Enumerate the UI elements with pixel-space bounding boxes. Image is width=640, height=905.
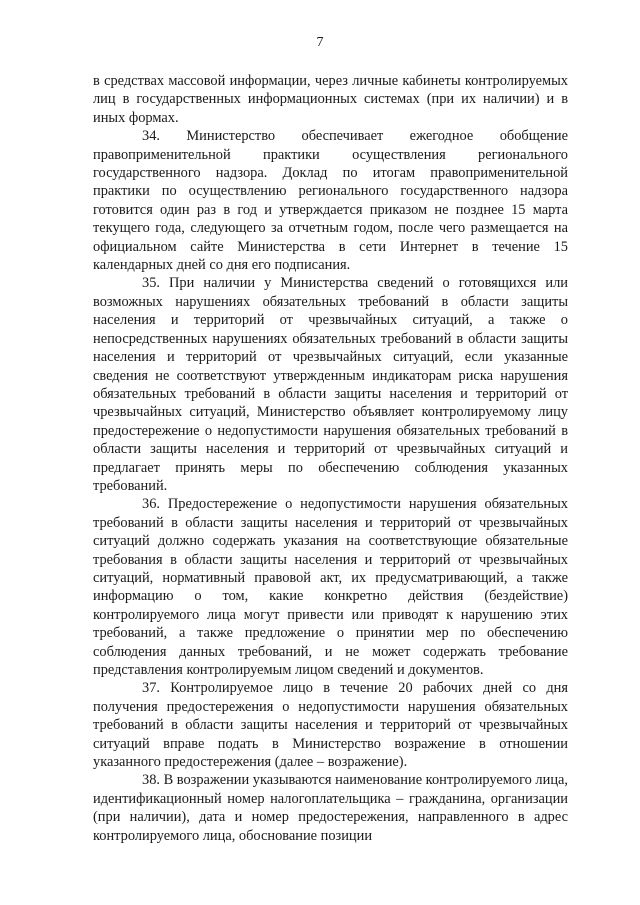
paragraph-continuation: в средствах массовой информации, через личные кабинеты контролируемых лиц в государственных информационных системах (при их наличии) и в иных формах. [93,73,568,126]
paragraph-35: 35. При наличии у Министерства сведений о готовящихся или возможных нарушениях обязательных требований в области защиты населения и территорий от чрезвычайных ситуаций, а также о непосредственных нарушениях обязательных требований в области защиты населения и территорий от чрезвычайных ситуаций, если указанные сведения не соответствуют утвержденным индикаторам риска нарушения обязательных требований в области защиты населения и территорий от чрезвычайных ситуаций, Министерство объявляет контролируемому лицу предостережение о недопустимости нарушения обязательных требований в области защиты населения и территорий от чрезвычайных ситуаций и предлагает принять меры по обеспечению соблюдения указанных требований. [93,275,568,494]
page-number: 7 [316,35,324,50]
paragraph-36: 36. Предостережение о недопустимости нарушения обязательных требований в области защиты населения и территорий от чрезвычайных ситуаций должно содержать указания на соответствующие обязательные требования в области защиты населения и территорий от чрезвычайных ситуаций, нормативный правовой акт, их предусматривающий, а также информацию о том, какие конкретно действия (бездействие) контролируемого лица могут привести или приводят к нарушению этих требований, а также предложение о принятии мер по обеспечению соблюдения данных требований, и не может содержать требование представления контролируемым лицом сведений и документов. [93,496,568,678]
document-body [93,72,568,845]
paragraph-38: 38. В возражении указываются наименование контролируемого лица, идентификационный номер налогоплательщика – гражданина, организации (при наличии), дата и номер предостережения, направленного в адрес контролируемого лица, обоснование позиции [93,772,568,844]
paragraph-34: 34. Министерство обеспечивает ежегодное обобщение правоприменительной практики осуществления регионального государственного надзора. Доклад по итогам правоприменительной практики по осуществлению регионального государственного надзора готовится один раз в год и утверждается приказом не позднее 15 марта текущего года, следующего за отчетным годом, после чего размещается на официальном сайте Министерства в сети Интернет в течение 15 календарных дней со дня его подписания. [93,128,568,274]
paragraph-37: 37. Контролируемое лицо в течение 20 рабочих дней со дня получения предостережения о недопустимости нарушения обязательных требований в области защиты населения и территорий от чрезвычайных ситуаций вправе подать в Министерство возражение в отношении указанного предостережения (далее – возражение). [93,680,568,771]
